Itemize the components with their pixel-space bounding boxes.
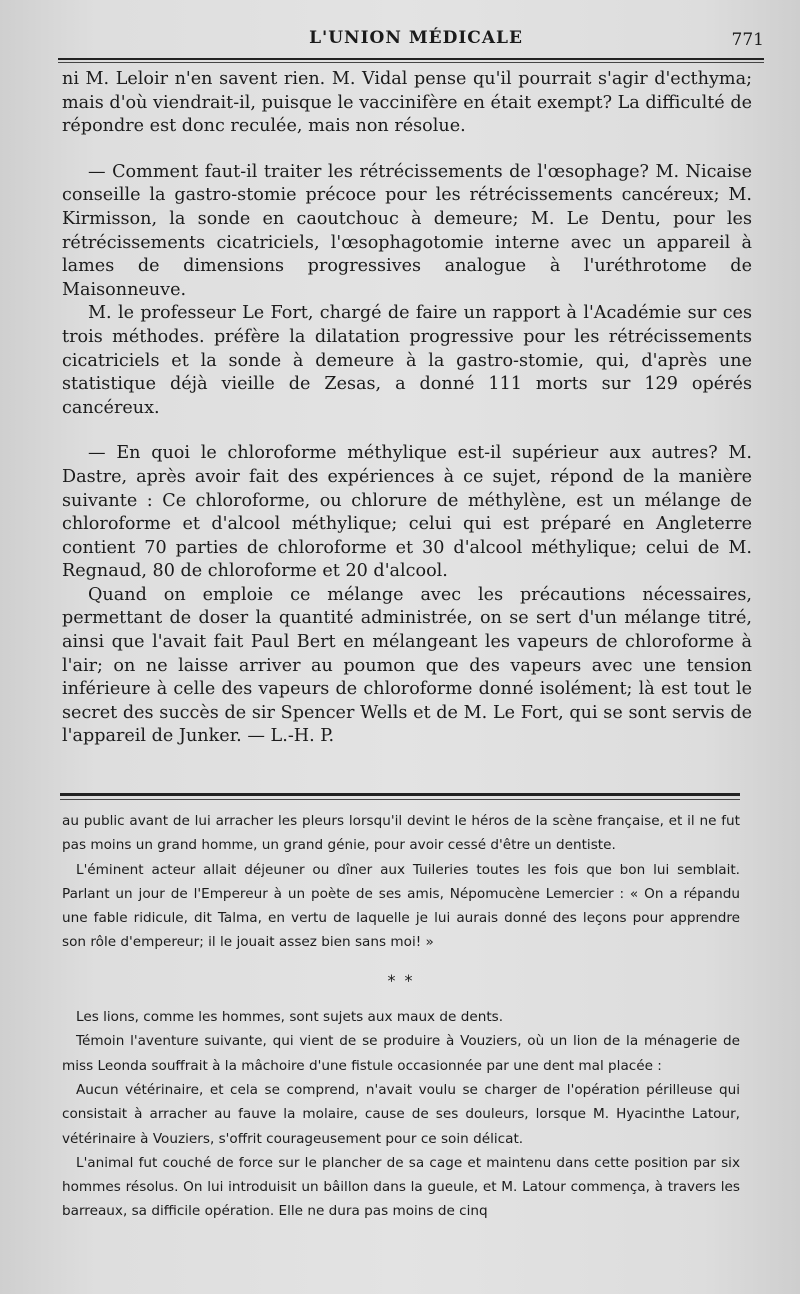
paragraph: Quand on emploie ce mélange avec les précautions nécessaires, permettant de doser la quantité administrée, on se sert d'un mélange titré, ainsi que l'avait fait Paul Bert en mélangeant les vapeurs de chloroforme à l'air; on ne laisse arriver au poumon que des vapeurs avec une tension inférieure à celle des vapeurs de chloroforme donné isolément; là est tout le secret des succès de sir Spencer Wells et de M. Le Fort, qui se sont servis de l'appareil de Junker. — L.-H. P. (62, 584, 752, 747)
asterism-separator: * * (387, 970, 415, 990)
header-rule (58, 58, 764, 60)
page-header (62, 26, 770, 56)
section-rule (60, 793, 740, 796)
note-paragraph: Les lions, comme les hommes, sont sujets aux maux de dents. (76, 1009, 504, 1026)
paragraph: M. le professeur Le Fort, chargé de faire un rapport à l'Académie sur ces trois méthodes. préfère la dilatation progressive pour les rétrécissements cicatriciels et la sonde à demeure à la gastro-stomie, qui, d'après une statistique déjà vieille de Zesas, a donné 111 morts sur 129 opérés cancéreux. (62, 303, 752, 418)
note-paragraph: Témoin l'aventure suivante, qui vient de se produire à Vouziers, où un lion de la ménagerie de miss Leonda souffrait à la mâchoire d'une fistule occasionnée par une dent mal placée : (62, 1033, 740, 1074)
feuilleton-text (62, 809, 740, 1224)
main-text (62, 68, 752, 749)
paragraph: — En quoi le chloroforme méthylique est-il supérieur aux autres? M. Dastre, après avoir fait des expériences à ce sujet, répond de la manière suivante : Ce chloroforme, ou chlorure de méthylène, est un mélange de chloroforme et d'alcool méthylique; celui qui est préparé en Angleterre contient 70 parties de chloroforme et 30 d'alcool méthylique; celui de M. Regnaud, 80 de chloroforme et 20 d'alcool. (62, 443, 752, 582)
page-number: 771 (731, 30, 764, 50)
note-paragraph: L'animal fut couché de force sur le plancher de sa cage et maintenu dans cette position par six hommes résolus. On lui introduisit un bâillon dans la gueule, et M. Latour commença, à travers les barreaux, sa difficile opération. Elle ne dura pas moins de cinq (62, 1154, 740, 1220)
paragraph: ni M. Leloir n'en savent rien. M. Vidal pense qu'il pourrait s'agir d'ecthyma; mais d'où viendrait-il, puisque le vaccinifère en était exempt? La difficulté de répondre est donc reculée, mais non résolue. (62, 69, 752, 137)
note-paragraph: L'éminent acteur allait déjeuner ou dîner aux Tuileries toutes les fois que bon lui semblait. Parlant un jour de l'Empereur à un poète de ses amis, Népomucène Lemercier : « On a répandu une fable ridicule, dit Talma, en vertu de laquelle je lui aurais donné des leçons pour apprendre son rôle d'empereur; il le jouait assez bien sans moi! » (62, 861, 740, 951)
note-paragraph: Aucun vétérinaire, et cela se comprend, n'avait voulu se charger de l'opération périlleuse qui consistait à arracher au fauve la molaire, cause de ses douleurs, lorsque M. Hyacinthe Latour, vétérinaire à Vouziers, s'offrit courageusement pour ce soin délicat. (62, 1081, 740, 1147)
running-title: L'UNION MÉDICALE (309, 28, 523, 48)
note-paragraph: au public avant de lui arracher les pleurs lorsqu'il devint le héros de la scène française, et il ne fut pas moins un grand homme, un grand génie, pour avoir cessé d'être un dentiste. (62, 813, 740, 854)
paragraph: — Comment faut-il traiter les rétrécissements de l'œsophage? M. Nicaise conseille la gastro-stomie précoce pour les rétrécissements cancéreux; M. Kirmisson, la sonde en caoutchouc à demeure; M. Le Dentu, pour les rétrécissements cicatriciels, l'œsophagotomie interne avec un appareil à lames de dimensions progressives analogue à l'uréthrotome de Maisonneuve. (62, 161, 752, 300)
